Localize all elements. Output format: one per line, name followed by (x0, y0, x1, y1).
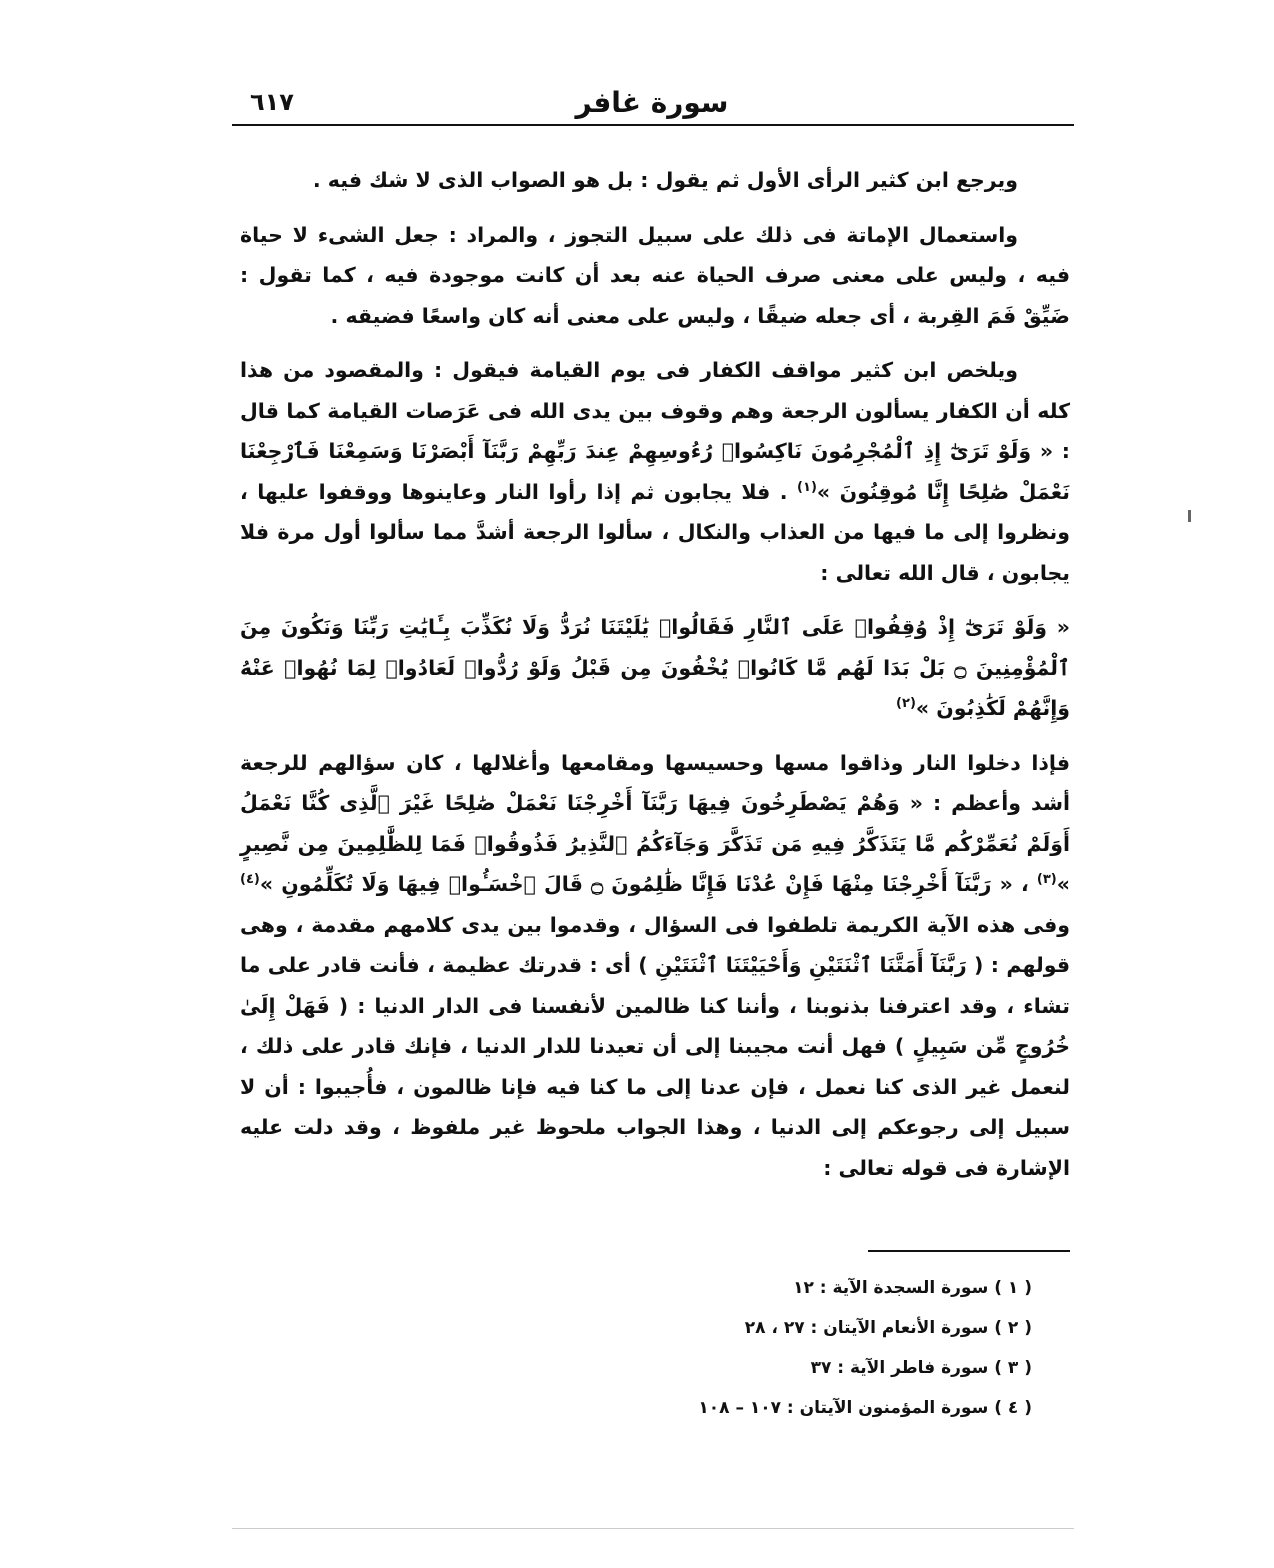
body-text (240, 160, 1070, 1188)
footnote-ref-2: (٢) (896, 696, 916, 712)
footnotes (600, 1268, 1032, 1428)
header-rule (232, 124, 1074, 126)
paragraph-2 (240, 215, 1070, 337)
footnote-rule (868, 1250, 1070, 1252)
footnote-4: ( ٤ ) سورة المؤمنون الآيتان : ١٠٧ – ١٠٨ (698, 1398, 1032, 1418)
surah-title: سورة غافر (575, 86, 729, 119)
verse-text: ، « رَبَّنَآ أَخْرِجْنَا مِنْهَا فَإِنْ عُدْنَا فَإِنَّا ظَٰلِمُونَ ۝ قَالَ ٱخْسَـُٔوا۟ فِيهَا وَلَا تُكَلِّمُونِ » (259, 872, 1029, 896)
verse-block-1 (240, 607, 1070, 729)
bottom-rule (232, 1528, 1074, 1529)
footnote-2: ( ٢ ) سورة الأنعام الآيتان : ٢٧ ، ٢٨ (744, 1318, 1032, 1338)
page-number: ٦١٧ (250, 88, 294, 116)
footnote-1: ( ١ ) سورة السجدة الآية : ١٢ (793, 1278, 1032, 1298)
footnote-ref-3: (٣) (1036, 872, 1057, 888)
paragraph-text: فإذا دخلوا النار وذاقوا مسها وحسيسها ومقامعها وأغلالها ، كان سؤالهم للرجعة أشد وأعظم : (240, 750, 1071, 815)
footnote-ref-1: (١) (797, 479, 817, 495)
verse-text: « وَهُمْ يَصْطَرِخُونَ فِيهَا رَبَّنَآ أَخْرِجْنَا نَعْمَلْ صَٰلِحًا غَيْرَ ٱلَّذِى كُنَّا نَعْمَلُ أَوَلَمْ نُعَمِّرْكُم مَّا يَتَذَكَّرُ فِيهِ مَن تَذَكَّرَ وَجَآءَكُمُ ٱلنَّذِيرُ فَذُوقُوا۟ فَمَا لِلظَّٰلِمِينَ مِن نَّصِيرٍ » (240, 791, 1070, 896)
paragraph-3 (240, 350, 1070, 593)
footnote-3: ( ٣ ) سورة فاطر الآية : ٣٧ (810, 1358, 1032, 1378)
footnote-ref-4: (٤) (240, 872, 260, 888)
paragraph-text: واستعمال الإماتة فى ذلك على سبيل التجوز ، والمراد : جعل الشىء لا حياة فيه ، وليس على معنى صرف الحياة عنه بعد أن كانت موجودة فيه ، كما تقول : ضَيِّقْ فَمَ القِربة ، أى جعله ضيقًا ، وليس على معنى أنه كان واسعًا فضيقه . (240, 222, 1070, 328)
margin-mark (1188, 510, 1191, 522)
paragraph-1 (240, 160, 1070, 201)
paragraph-4 (240, 743, 1070, 1189)
page-header (232, 82, 1072, 124)
verse-text: « وَلَوْ تَرَىٰٓ إِذْ وُقِفُوا۟ عَلَى ٱلنَّارِ فَقَالُوا۟ يَٰلَيْتَنَا نُرَدُّ وَلَا نُكَذِّبَ بِـَٔايَٰتِ رَبِّنَا وَنَكُونَ مِنَ ٱلْمُؤْمِنِينَ ۝ بَلْ بَدَا لَهُم مَّا كَانُوا۟ يُخْفُونَ مِن قَبْلُ وَلَوْ رُدُّوا۟ لَعَادُوا۟ لِمَا نُهُوا۟ عَنْهُ وَإِنَّهُمْ لَكَٰذِبُونَ » (240, 615, 1070, 720)
paragraph-text: ويرجع ابن كثير الرأى الأول ثم يقول : بل هو الصواب الذى لا شك فيه . (312, 168, 1018, 192)
paragraph-text: وفى هذه الآية الكريمة تلطفوا فى السؤال ، وقدموا بين يدى كلامهم مقدمة ، وهى قولهم : ( رَبَّنَآ أَمَتَّنَا ٱثْنَتَيْنِ وَأَحْيَيْتَنَا ٱثْنَتَيْنِ ) أى : قدرتك عظيمة ، فأنت قادر على ما تشاء ، وقد اعترفنا بذنوبنا ، وأننا كنا ظالمين لأنفسنا فى الدار الدنيا : ( فَهَلْ إِلَىٰ خُرُوجٍ مِّن سَبِيلٍ ) فهل أنت مجيبنا إلى أن تعيدنا للدار الدنيا ، فإنك قادر على ذلك ، لنعمل غير الذى كنا نعمل ، فإن عدنا إلى ما كنا فيه فإنا ظالمون ، فأُجيبوا : أن لا سبيل إلى رجوعكم إلى الدنيا ، وهذا الجواب ملحوظ غير ملفوظ ، وقد دلت عليه الإشارة فى قوله تعالى : (240, 912, 1070, 1180)
paragraph-text: . فلا يجابون ثم إذا رأوا النار وعاينوها ووقفوا عليها ، ونظروا إلى ما فيها من العذاب والنكال ، سألوا الرجعة أشدَّ مما سألوا أول مرة فلا يجابون ، قال الله تعالى : (240, 479, 1070, 585)
paragraph-text: ويلخص ابن كثير مواقف الكفار فى يوم القيامة فيقول : والمقصود من هذا كله أن الكفار يسألون الرجعة وهم وقوف بين يدى الله فى عَرَصات القيامة كما قال : « وَلَوْ تَرَىٰٓ إِذِ ٱلْمُجْرِمُونَ نَاكِسُوا۟ رُءُوسِهِمْ عِندَ رَبِّهِمْ رَبَّنَآ أَبْصَرْنَا وَسَمِعْنَا فَٱرْجِعْنَا نَعْمَلْ صَٰلِحًا إِنَّا مُوقِنُونَ » (240, 358, 1070, 504)
